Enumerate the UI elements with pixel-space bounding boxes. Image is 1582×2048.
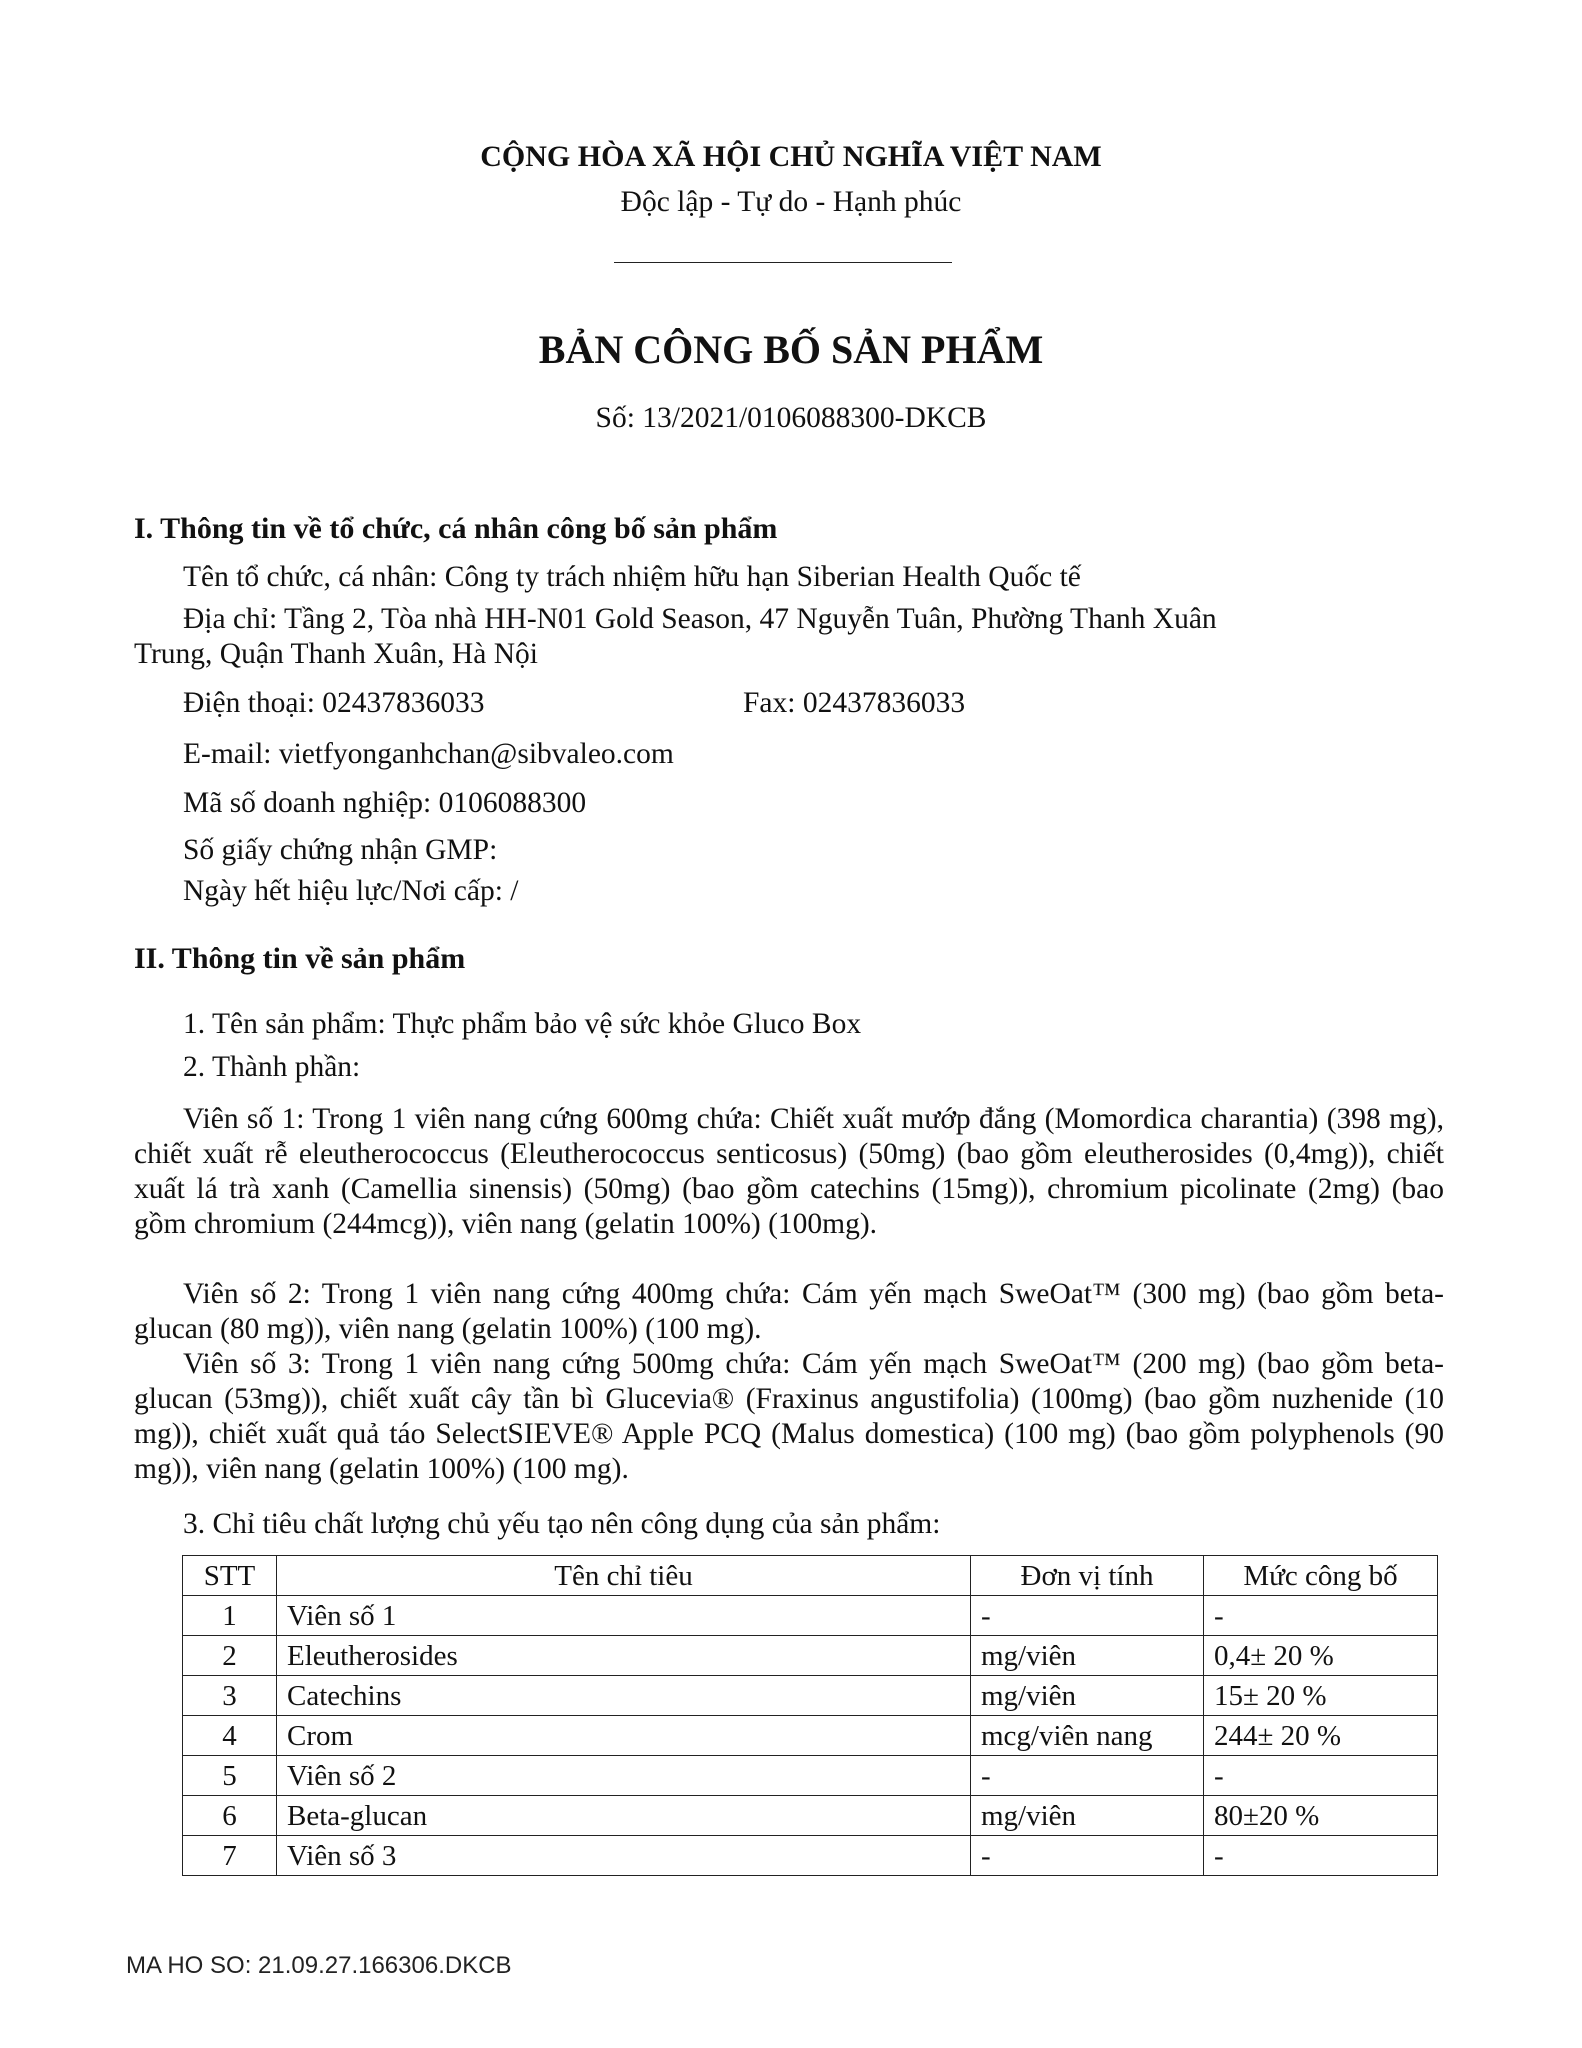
capsule3-text: Viên số 3: Trong 1 viên nang cứng 500mg chứa: Cám yến mạch SweOat™ (200 mg) (bao gồm beta-glucan (53mg)), chiết xuất cây tần bì Glucevia® (Fraxinus angustifolia) (100mg) (bao gồm nuzhenide (10 mg)), chiết xuất quả táo SelectSIEVE® Apple PCQ (Malus domestica) (100 mg) (bao gồm polyphenols (90 mg)), viên nang (gelatin 100%) (100 mg). (134, 1348, 1444, 1485)
composition-label: 2. Thành phần: (183, 1051, 361, 1083)
col-header-level: Mức công bố (1204, 1556, 1438, 1596)
table-row (183, 1676, 1438, 1716)
col-header-indicator: Tên chỉ tiêu (277, 1556, 971, 1596)
cell-unit: mcg/viên nang (971, 1716, 1204, 1756)
quality-table (182, 1555, 1438, 1876)
cell-level: - (1204, 1756, 1438, 1796)
business-code: Mã số doanh nghiệp: 0106088300 (183, 787, 587, 819)
nation-heading: CỘNG HÒA XÃ HỘI CHỦ NGHĨA VIỆT NAM (480, 140, 1102, 173)
table-row (183, 1796, 1438, 1836)
cell-unit: - (971, 1756, 1204, 1796)
fax: Fax: 02437836033 (743, 687, 966, 719)
capsule2-paragraph (134, 1277, 1444, 1347)
cell-level: 244± 20 % (1204, 1716, 1438, 1756)
product-name: 1. Tên sản phẩm: Thực phẩm bảo vệ sức khỏe Gluco Box (183, 1008, 862, 1040)
table-row (183, 1836, 1438, 1876)
cell-stt: 7 (183, 1836, 277, 1876)
cell-stt: 4 (183, 1716, 277, 1756)
cell-indicator: Viên số 1 (277, 1596, 971, 1636)
cell-stt: 2 (183, 1636, 277, 1676)
section1-heading: I. Thông tin về tổ chức, cá nhân công bố sản phẩm (134, 512, 778, 545)
capsule1-text: Viên số 1: Trong 1 viên nang cứng 600mg chứa: Chiết xuất mướp đắng (Momordica charantia) (398 mg), chiết xuất rễ eleutherococcus (Eleutherococcus senticosus) (50mg) (bao gồm eleutherosides (0,4mg)), chiết xuất lá trà xanh (Camellia sinensis) (50mg) (bao gồm catechins (15mg)), chromium picolinate (2mg) (bao gồm chromium (244mcg)), viên nang (gelatin 100%) (100mg). (134, 1103, 1444, 1240)
cell-indicator: Beta-glucan (277, 1796, 971, 1836)
cell-level: - (1204, 1836, 1438, 1876)
document-title: BẢN CÔNG BỐ SẢN PHẨM (538, 327, 1044, 372)
table-row (183, 1596, 1438, 1636)
cell-unit: mg/viên (971, 1636, 1204, 1676)
email: E-mail: vietfyonganhchan@sibvaleo.com (183, 738, 674, 770)
header-divider (614, 262, 952, 263)
capsule2-text: Viên số 2: Trong 1 viên nang cứng 400mg chứa: Cám yến mạch SweOat™ (300 mg) (bao gồm beta-glucan (80 mg)), viên nang (gelatin 100%) (100 mg). (134, 1278, 1444, 1345)
capsule3-paragraph (134, 1347, 1444, 1487)
cell-unit: - (971, 1836, 1204, 1876)
org-name: Tên tổ chức, cá nhân: Công ty trách nhiệm hữu hạn Siberian Health Quốc tế (183, 561, 1081, 593)
national-motto: Độc lập - Tự do - Hạnh phúc (620, 186, 962, 218)
cell-indicator: Crom (277, 1716, 971, 1756)
cell-level: - (1204, 1596, 1438, 1636)
document-number: Số: 13/2021/0106088300-DKCB (595, 402, 987, 434)
table-header-row (183, 1556, 1438, 1596)
cell-indicator: Viên số 3 (277, 1836, 971, 1876)
table-row (183, 1756, 1438, 1796)
col-header-unit: Đơn vị tính (971, 1556, 1204, 1596)
cell-indicator: Eleutherosides (277, 1636, 971, 1676)
cell-stt: 5 (183, 1756, 277, 1796)
cell-level: 0,4± 20 % (1204, 1636, 1438, 1676)
address-line1: Địa chỉ: Tầng 2, Tòa nhà HH-N01 Gold Season, 47 Nguyễn Tuân, Phường Thanh Xuân (183, 603, 1217, 635)
capsule1-paragraph (134, 1102, 1444, 1242)
cell-unit: mg/viên (971, 1676, 1204, 1716)
validity: Ngày hết hiệu lực/Nơi cấp: / (183, 875, 519, 907)
cell-stt: 3 (183, 1676, 277, 1716)
cell-indicator: Viên số 2 (277, 1756, 971, 1796)
gmp-certificate: Số giấy chứng nhận GMP: (183, 834, 498, 866)
table-row (183, 1716, 1438, 1756)
cell-level: 15± 20 % (1204, 1676, 1438, 1716)
address-line2: Trung, Quận Thanh Xuân, Hà Nội (134, 638, 538, 670)
section2-heading: II. Thông tin về sản phẩm (134, 942, 466, 975)
phone: Điện thoại: 02437836033 (183, 687, 485, 719)
cell-stt: 6 (183, 1796, 277, 1836)
col-header-stt: STT (183, 1556, 277, 1596)
cell-unit: - (971, 1596, 1204, 1636)
cell-indicator: Catechins (277, 1676, 971, 1716)
cell-unit: mg/viên (971, 1796, 1204, 1836)
cell-stt: 1 (183, 1596, 277, 1636)
record-code: MA HO SO: 21.09.27.166306.DKCB (126, 1952, 512, 1979)
cell-level: 80±20 % (1204, 1796, 1438, 1836)
table-row (183, 1636, 1438, 1676)
quality-label: 3. Chỉ tiêu chất lượng chủ yếu tạo nên công dụng của sản phẩm: (183, 1508, 941, 1540)
